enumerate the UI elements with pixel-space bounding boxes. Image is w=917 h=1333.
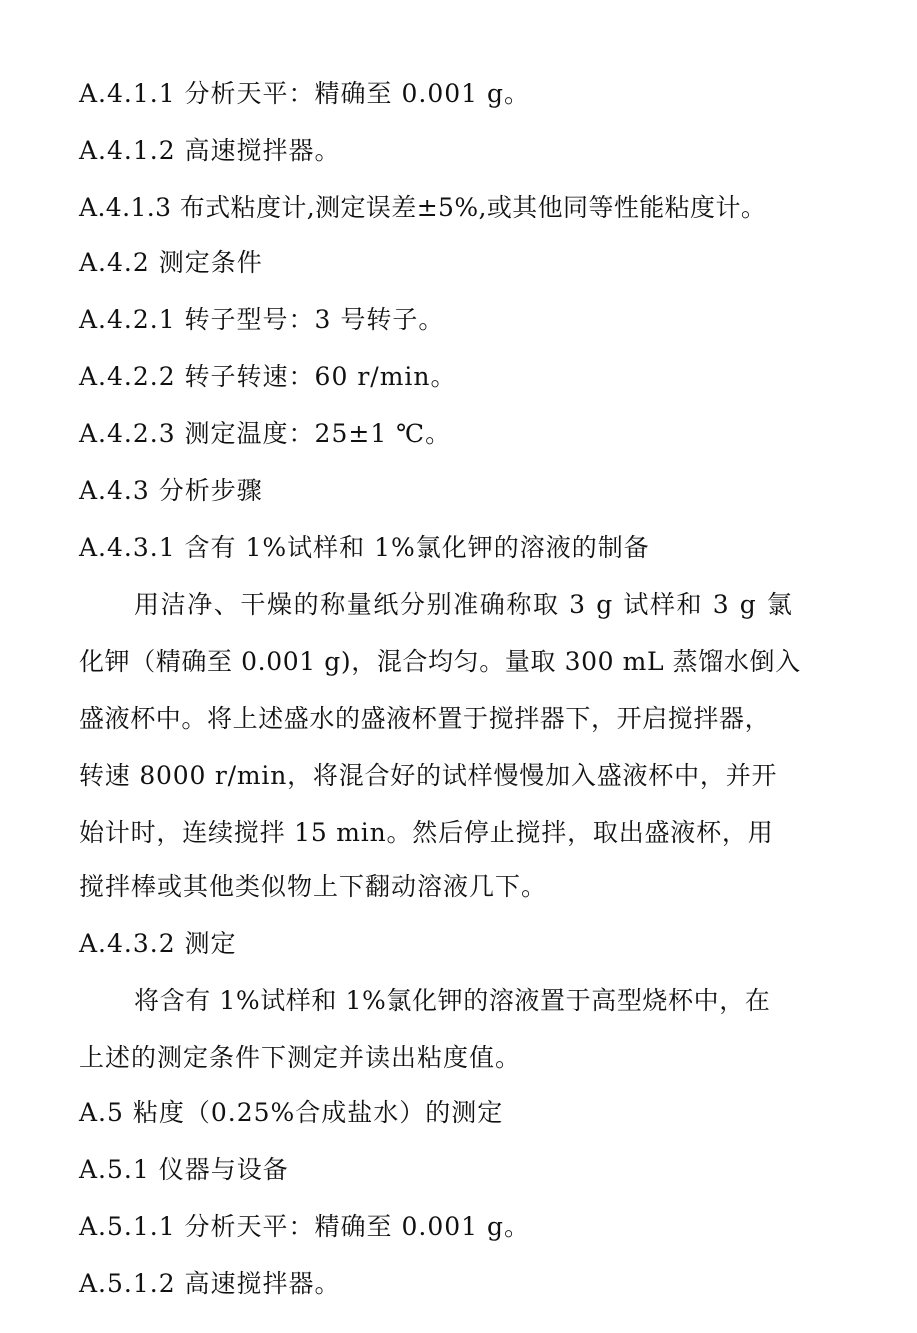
clause-a-4-3-2: A.4.3.2 测定 — [79, 929, 237, 958]
paragraph-line: 盛液杯中。将上述盛水的盛液杯置于搅拌器下，开启搅拌器， — [79, 704, 771, 733]
clause-a-4-2-1: A.4.2.1 转子型号：3 号转子。 — [79, 305, 445, 334]
section-a-4-2-heading: A.4.2 测定条件 — [79, 248, 263, 277]
clause-a-5-1-1: A.5.1.1 分析天平：精确至 0.001 g。 — [79, 1212, 531, 1241]
section-a-5-1-heading: A.5.1 仪器与设备 — [79, 1155, 289, 1184]
clause-a-4-2-3: A.4.2.3 测定温度：25±1 ℃。 — [79, 419, 452, 448]
clause-a-5-1-2: A.5.1.2 高速搅拌器。 — [79, 1269, 341, 1298]
paragraph-line: 上述的测定条件下测定并读出粘度值。 — [79, 1043, 522, 1072]
paragraph-line: 搅拌棒或其他类似物上下翻动溶液几下。 — [79, 872, 548, 901]
clause-a-4-1-3: A.4.1.3 布式粘度计,测定误差±5%,或其他同等性能粘度计。 — [79, 193, 767, 222]
clause-a-4-1-1: A.4.1.1 分析天平：精确至 0.001 g。 — [79, 79, 531, 108]
paragraph-line: 化钾（精确至 0.001 g)，混合均匀。量取 300 mL 蒸馏水倒入 — [79, 647, 801, 676]
paragraph-line: 转速 8000 r/min，将混合好的试样慢慢加入盛液杯中，并开 — [79, 761, 778, 790]
paragraph-line: 始计时，连续搅拌 15 min。然后停止搅拌，取出盛液杯，用 — [79, 818, 774, 847]
clause-a-4-1-2: A.4.1.2 高速搅拌器。 — [79, 136, 341, 165]
paragraph-line: 用洁净、干燥的称量纸分别准确称取 3 g 试样和 3 g 氯 — [134, 590, 794, 619]
section-a-5-heading: A.5 粘度（0.25%合成盐水）的测定 — [79, 1098, 504, 1127]
paragraph-line: 将含有 1%试样和 1%氯化钾的溶液置于高型烧杯中，在 — [134, 986, 771, 1015]
clause-a-4-3-1: A.4.3.1 含有 1%试样和 1%氯化钾的溶液的制备 — [79, 533, 650, 562]
clause-a-4-2-2: A.4.2.2 转子转速：60 r/min。 — [79, 362, 457, 391]
section-a-4-3-heading: A.4.3 分析步骤 — [79, 476, 263, 505]
